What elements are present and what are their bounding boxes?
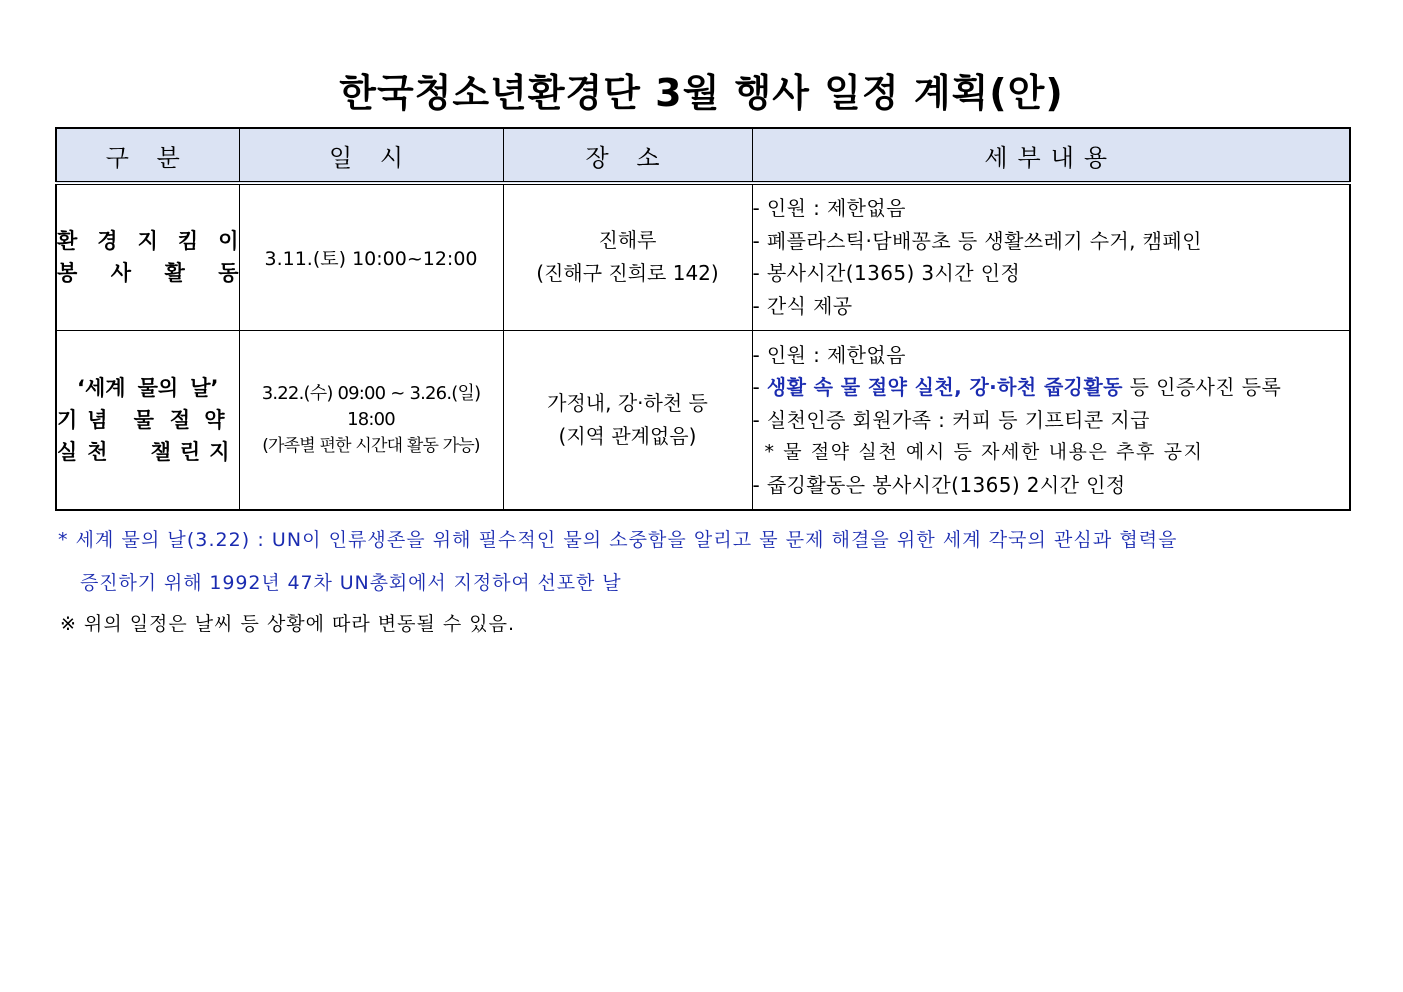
table-row: [56, 330, 1350, 510]
row1-category: [56, 183, 239, 330]
row2-details: [752, 330, 1350, 510]
row2-category: [56, 330, 239, 510]
header-details: 세부내용: [752, 128, 1350, 183]
row2-place: [503, 330, 752, 510]
header-place: 장 소: [503, 128, 752, 183]
row1-place-name: 진해루: [598, 228, 657, 253]
row2-category-line3: 실천 챌린지: [57, 439, 239, 464]
header-category: 구 분: [56, 128, 239, 183]
highlight-text: 생활 속 물 절약 실천, 강·하천 줍깅활동: [766, 375, 1123, 399]
row1-date: 3.11.(토) 10:00~12:00: [239, 183, 503, 330]
header-datetime: 일 시: [239, 128, 503, 183]
detail-item: - 간식 제공: [752, 293, 853, 318]
detail-item: - 인원 : 제한없음: [752, 342, 906, 367]
table-header-row: [56, 128, 1350, 183]
row1-place-address: (진해구 진희로 142): [536, 261, 719, 286]
footnote-world-water-day-cont: 증진하기 위해 1992년 47차 UN총회에서 지정하여 선포한 날: [80, 572, 622, 594]
detail-note: * 물 절약 실천 예시 등 자세한 내용은 추후 공지: [764, 441, 1204, 463]
table-row: [56, 183, 1350, 330]
row2-place-name: 가정내, 강·하천 등: [547, 390, 708, 415]
row1-category-line1: 환 경 지 킴 이: [57, 229, 239, 254]
detail-item: - 인원 : 제한없음: [752, 196, 906, 221]
footnote-world-water-day: * 세계 물의 날(3.22) : UN이 인류생존을 위해 필수적인 물의 소중함을 알리고 물 문제 해결을 위한 세계 각국의 관심과 협력을: [58, 529, 1178, 551]
row1-details: [752, 183, 1350, 330]
row2-date-note: (가족별 편한 시간대 활동 가능): [262, 435, 480, 456]
detail-item: - 폐플라스틱·담배꽁초 등 생활쓰레기 수거, 캠페인: [752, 228, 1202, 253]
row2-date: [239, 330, 503, 510]
schedule-change-notice: ※ 위의 일정은 날씨 등 상황에 따라 변동될 수 있음.: [60, 613, 516, 635]
row1-place: [503, 183, 752, 330]
schedule-table: [55, 127, 1351, 511]
detail-item: - 실천인증 회원가족 : 커피 등 기프티콘 지급: [752, 407, 1150, 432]
row1-category-line2: 봉 사 활 동: [57, 261, 239, 286]
row2-category-line2: 기념 물 절약: [57, 407, 239, 432]
detail-item: - 봉사시간(1365) 3시간 인정: [752, 261, 1021, 286]
row2-category-line1: ‘세계 물의 날’: [77, 375, 219, 400]
detail-item-highlighted: - 생활 속 물 절약 실천, 강·하천 줍깅활동 등 인증사진 등록: [752, 375, 1282, 399]
detail-item: - 줍깅활동은 봉사시간(1365) 2시간 인정: [752, 472, 1126, 497]
page-title: 한국청소년환경단 3월 행사 일정 계획(안): [339, 71, 1064, 115]
row2-place-note: (지역 관계없음): [558, 423, 697, 448]
row2-date-range: 3.22.(수) 09:00 ~ 3.26.(일) 18:00: [261, 382, 481, 430]
